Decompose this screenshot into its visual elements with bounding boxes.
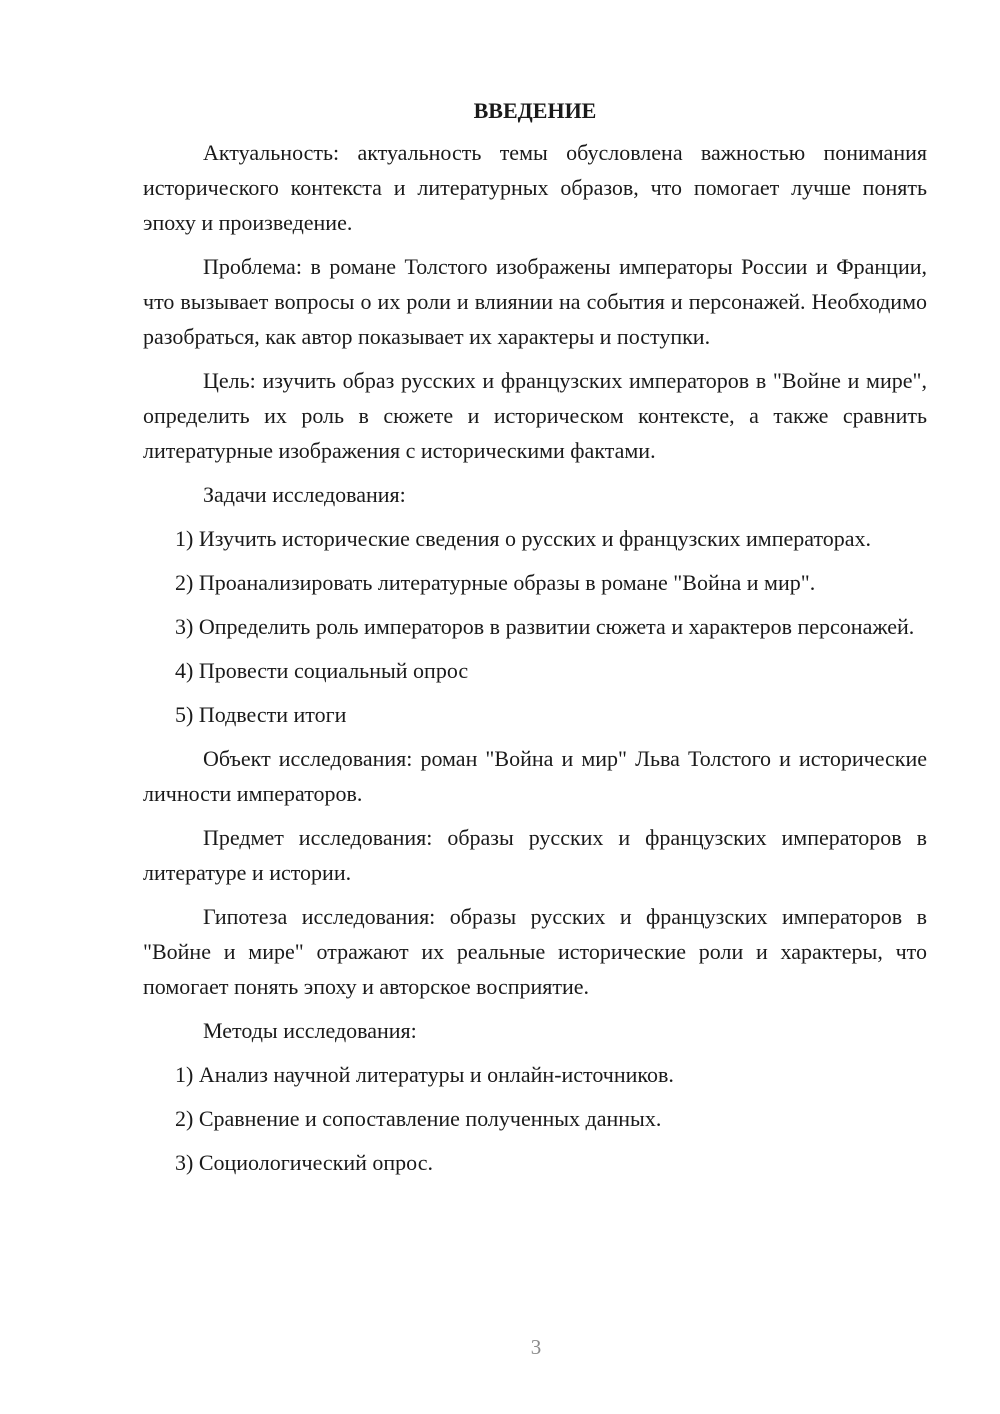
- tasks-list: [143, 521, 927, 732]
- goal-paragraph: Цель: изучить образ русских и французских императоров в "Войне и мире", определить их роль в сюжете и историческом контексте, а также сравнить литературные изображения с историческими фактами.: [143, 368, 927, 463]
- list-item: 1) Изучить исторические сведения о русских и французских императорах.: [175, 526, 872, 551]
- page-number: 3: [530, 1335, 542, 1359]
- list-item: 4) Провести социальный опрос: [175, 658, 469, 683]
- object-paragraph: Объект исследования: роман "Война и мир" Льва Толстого и исторические личности императоров.: [143, 746, 927, 806]
- page-content: [143, 95, 927, 1189]
- subject-paragraph: Предмет исследования: образы русских и французских императоров в литературе и истории.: [143, 825, 927, 885]
- methods-list: [143, 1057, 927, 1180]
- list-item: 3) Социологический опрос.: [175, 1150, 433, 1175]
- hypothesis-paragraph: Гипотеза исследования: образы русских и французских императоров в "Войне и мире" отражают их реальные исторические роли и характеры, что помогает понять эпоху и авторское восприятие.: [143, 904, 927, 999]
- page-title: ВВЕДЕНИЕ: [473, 98, 597, 123]
- list-item: 3) Определить роль императоров в развитии сюжета и характеров персонажей.: [175, 614, 915, 639]
- tasks-label: Задачи исследования:: [203, 482, 406, 507]
- list-item: 1) Анализ научной литературы и онлайн-источников.: [175, 1062, 674, 1087]
- relevance-paragraph: Актуальность: актуальность темы обусловлена важностью понимания исторического контекста и литературных образов, что помогает лучше понять эпоху и произведение.: [143, 140, 927, 235]
- methods-label: Методы исследования:: [203, 1018, 417, 1043]
- list-item: 2) Сравнение и сопоставление полученных данных.: [175, 1106, 662, 1131]
- list-item: 5) Подвести итоги: [175, 702, 347, 727]
- problem-paragraph: Проблема: в романе Толстого изображены императоры России и Франции, что вызывает вопросы о их роли и влиянии на события и персонажей. Необходимо разобраться, как автор показывает их характеры и поступки.: [143, 254, 927, 349]
- list-item: 2) Проанализировать литературные образы в романе "Война и мир".: [175, 570, 816, 595]
